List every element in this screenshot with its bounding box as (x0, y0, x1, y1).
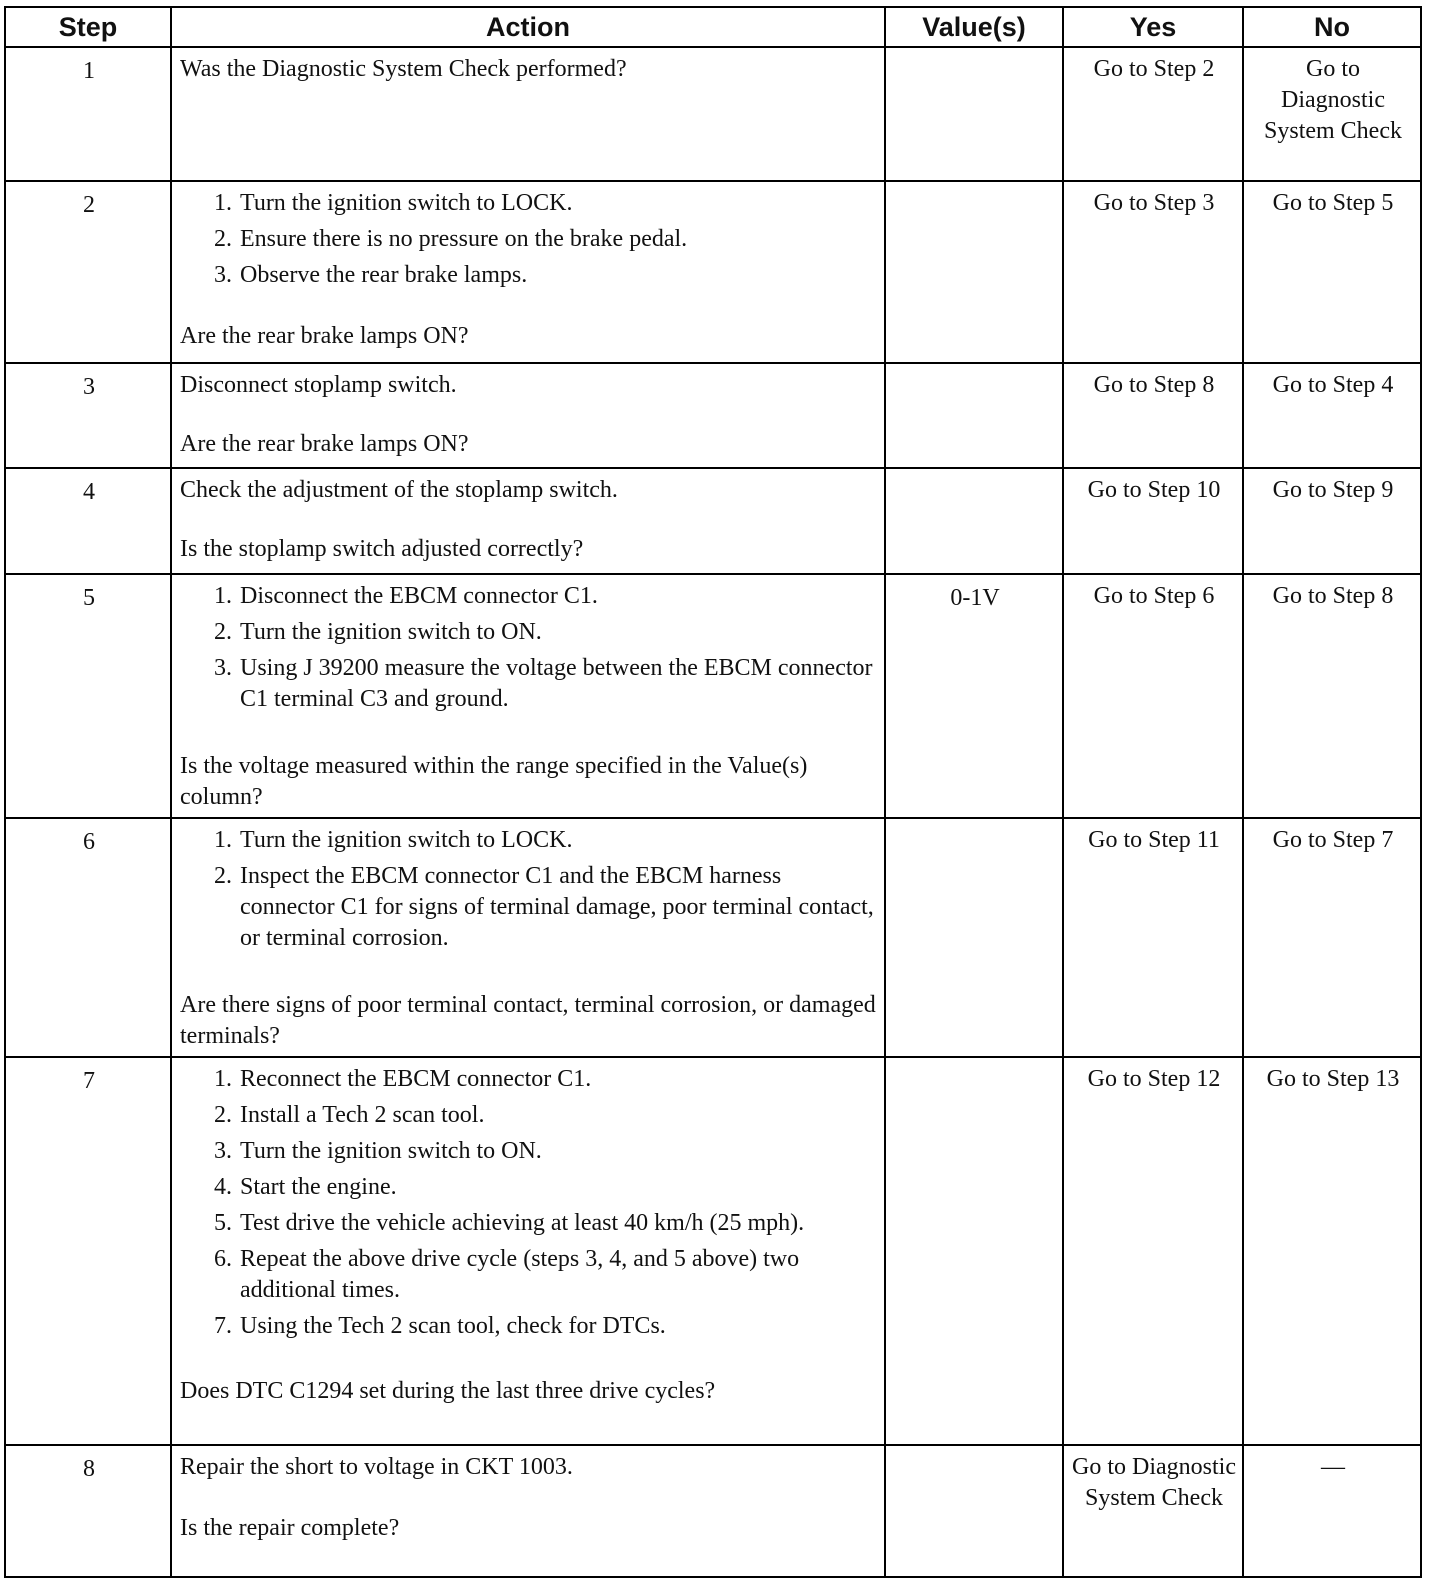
action-step-item: 1. Turn the ignition switch to LOCK. (238, 188, 878, 219)
step-number: 6 (5, 818, 171, 1057)
header-action: Action (171, 7, 885, 47)
table-row (5, 363, 1421, 468)
action-question: Are the rear brake lamps ON? (180, 323, 469, 349)
action-cell (171, 181, 885, 363)
yes-cell: Go to Diagnostic System Check (1063, 1445, 1243, 1577)
diagnostic-table (4, 6, 1422, 1578)
step-number: 2 (5, 181, 171, 363)
action-cell (171, 47, 885, 181)
action-step-item: 3. Turn the ignition switch to ON. (238, 1136, 878, 1167)
table-row (5, 181, 1421, 363)
table-row (5, 1057, 1421, 1445)
no-cell: Go to Step 9 (1243, 468, 1421, 574)
yes-cell: Go to Step 3 (1063, 181, 1243, 363)
yes-cell: Go to Step 10 (1063, 468, 1243, 574)
action-step-item: 7. Using the Tech 2 scan tool, check for DTCs. (238, 1311, 878, 1342)
no-cell: Go to Step 7 (1243, 818, 1421, 1057)
action-step-item: 2. Ensure there is no pressure on the brake pedal. (238, 224, 878, 255)
action-cell (171, 1057, 885, 1445)
no-cell: Go to Step 4 (1243, 363, 1421, 468)
action-step-item: 4. Start the engine. (238, 1172, 878, 1203)
yes-cell: Go to Step 6 (1063, 574, 1243, 818)
action-cell (171, 363, 885, 468)
action-instruction: Check the adjustment of the stoplamp switch. (180, 477, 618, 503)
table-row (5, 818, 1421, 1057)
action-question: Is the stoplamp switch adjusted correctly? (180, 536, 584, 562)
action-question: Are the rear brake lamps ON? (180, 431, 469, 457)
step-number: 3 (5, 363, 171, 468)
header-values: Value(s) (885, 7, 1063, 47)
action-steps-list (180, 825, 878, 954)
action-step-item: 1. Reconnect the EBCM connector C1. (238, 1064, 878, 1095)
action-step-item: 2. Install a Tech 2 scan tool. (238, 1100, 878, 1131)
action-step-item: 1. Disconnect the EBCM connector C1. (238, 581, 878, 612)
step-number: 7 (5, 1057, 171, 1445)
action-question: Is the voltage measured within the range specified in the Value(s) column? (180, 753, 808, 810)
table-row (5, 47, 1421, 181)
action-steps-list (180, 188, 878, 291)
value-cell (885, 47, 1063, 181)
step-number: 4 (5, 468, 171, 574)
action-cell (171, 574, 885, 818)
step-number: 1 (5, 47, 171, 181)
action-question: Does DTC C1294 set during the last three drive cycles? (180, 1378, 716, 1404)
header-yes: Yes (1063, 7, 1243, 47)
yes-cell: Go to Step 12 (1063, 1057, 1243, 1445)
action-instruction: Repair the short to voltage in CKT 1003. (180, 1454, 573, 1480)
value-cell (885, 818, 1063, 1057)
table-body (5, 47, 1421, 1577)
action-cell (171, 818, 885, 1057)
value-cell: 0-1V (885, 574, 1063, 818)
diagnostic-page (4, 6, 1420, 1578)
value-cell (885, 363, 1063, 468)
no-cell: Go to Diagnostic System Check (1243, 47, 1421, 181)
step-number: 5 (5, 574, 171, 818)
action-step-item: 3. Using J 39200 measure the voltage between the EBCM connector C1 terminal C3 and ground. (238, 653, 878, 715)
action-instruction: Was the Diagnostic System Check performed? (180, 56, 627, 82)
no-cell: Go to Step 5 (1243, 181, 1421, 363)
action-steps-list (180, 1064, 878, 1342)
table-row (5, 574, 1421, 818)
action-cell (171, 468, 885, 574)
header-step: Step (5, 7, 171, 47)
no-cell: Go to Step 13 (1243, 1057, 1421, 1445)
table-row (5, 468, 1421, 574)
value-cell (885, 1445, 1063, 1577)
header-no: No (1243, 7, 1421, 47)
action-step-item: 2. Inspect the EBCM connector C1 and the EBCM harness connector C1 for signs of terminal damage, poor terminal contact, or terminal corrosion. (238, 861, 878, 954)
yes-cell: Go to Step 8 (1063, 363, 1243, 468)
step-number: 8 (5, 1445, 171, 1577)
no-cell: — (1243, 1445, 1421, 1577)
header-row (5, 7, 1421, 47)
action-step-item: 1. Turn the ignition switch to LOCK. (238, 825, 878, 856)
action-step-item: 2. Turn the ignition switch to ON. (238, 617, 878, 648)
table-row (5, 1445, 1421, 1577)
action-question: Are there signs of poor terminal contact, terminal corrosion, or damaged terminals? (180, 992, 876, 1049)
action-step-item: 6. Repeat the above drive cycle (steps 3, 4, and 5 above) two additional times. (238, 1244, 878, 1306)
value-cell (885, 181, 1063, 363)
action-question: Is the repair complete? (180, 1515, 400, 1541)
yes-cell: Go to Step 11 (1063, 818, 1243, 1057)
value-cell (885, 468, 1063, 574)
action-instruction: Disconnect stoplamp switch. (180, 372, 457, 398)
action-step-item: 5. Test drive the vehicle achieving at least 40 km/h (25 mph). (238, 1208, 878, 1239)
action-cell (171, 1445, 885, 1577)
no-cell: Go to Step 8 (1243, 574, 1421, 818)
action-step-item: 3. Observe the rear brake lamps. (238, 260, 878, 291)
value-cell (885, 1057, 1063, 1445)
yes-cell: Go to Step 2 (1063, 47, 1243, 181)
action-steps-list (180, 581, 878, 715)
